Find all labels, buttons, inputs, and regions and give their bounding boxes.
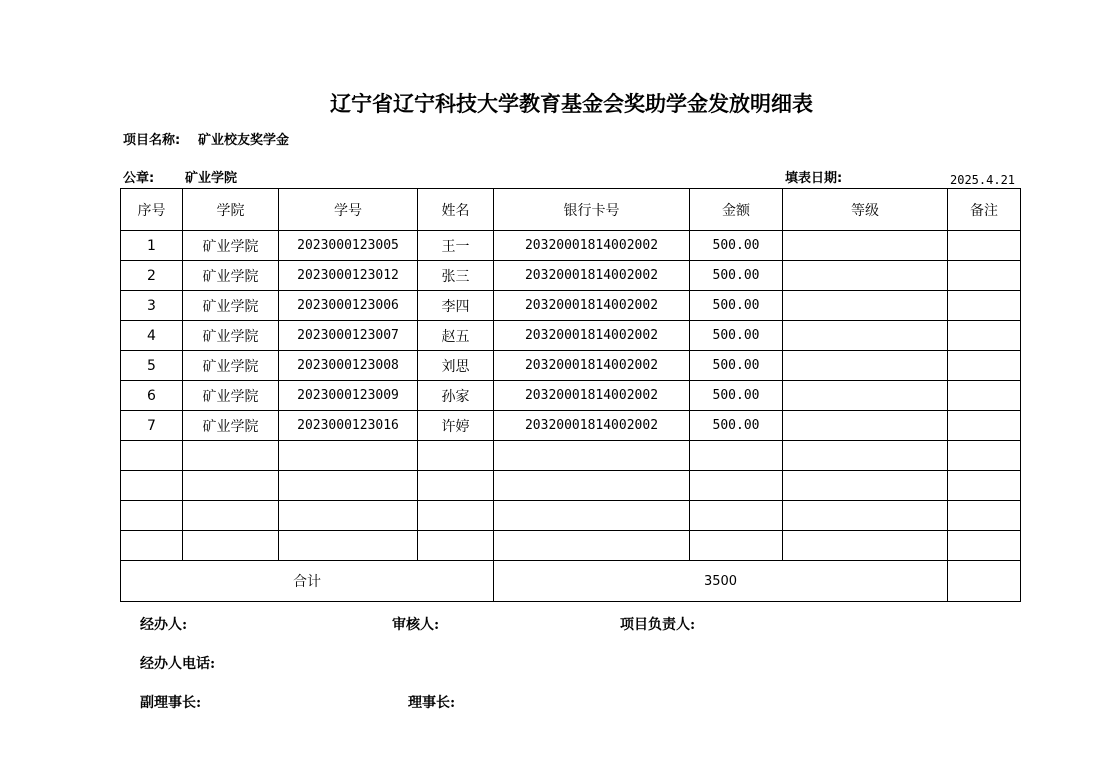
- cell-college: 矿业学院: [183, 321, 279, 351]
- cell-name: 李四: [418, 291, 494, 321]
- cell-name: 张三: [418, 261, 494, 291]
- table-row: [121, 441, 1021, 471]
- vice-chairman-label: 副理事长:: [140, 695, 202, 711]
- cell-level: [783, 351, 948, 381]
- cell-college: 矿业学院: [183, 291, 279, 321]
- reviewer-label: 审核人:: [392, 617, 440, 633]
- header-remark: 备注: [948, 189, 1021, 231]
- cell-name: [418, 531, 494, 561]
- header-bank-card: 银行卡号: [494, 189, 690, 231]
- cell-student-id: 2023000123016: [279, 411, 418, 441]
- project-name-label: 项目名称:: [123, 133, 181, 148]
- cell-name: [418, 501, 494, 531]
- cell-level: [783, 291, 948, 321]
- cell-bank-card: [494, 471, 690, 501]
- cell-seq: [121, 471, 183, 501]
- cell-name: 王一: [418, 231, 494, 261]
- cell-remark: [948, 441, 1021, 471]
- project-lead-label: 项目负责人:: [620, 617, 696, 633]
- total-row: [121, 561, 1021, 602]
- cell-level: [783, 441, 948, 471]
- cell-name: [418, 441, 494, 471]
- cell-seq: [121, 501, 183, 531]
- cell-seq: [121, 531, 183, 561]
- cell-bank-card: 20320001814002002: [494, 231, 690, 261]
- cell-name: [418, 471, 494, 501]
- table-header-row: [121, 189, 1021, 231]
- cell-remark: [948, 231, 1021, 261]
- cell-bank-card: 20320001814002002: [494, 291, 690, 321]
- cell-college: 矿业学院: [183, 381, 279, 411]
- cell-college: 矿业学院: [183, 411, 279, 441]
- cell-remark: [948, 471, 1021, 501]
- table-row: [121, 231, 1021, 261]
- cell-level: [783, 381, 948, 411]
- cell-amount: 500.00: [690, 321, 783, 351]
- cell-name: 许婷: [418, 411, 494, 441]
- cell-student-id: 2023000123012: [279, 261, 418, 291]
- cell-student-id: [279, 531, 418, 561]
- cell-amount: [690, 471, 783, 501]
- document-title: 辽宁省辽宁科技大学教育基金会奖助学金发放明细表: [330, 91, 813, 116]
- cell-college: [183, 441, 279, 471]
- seal-label: 公章:: [123, 171, 155, 186]
- cell-college: 矿业学院: [183, 231, 279, 261]
- cell-student-id: [279, 501, 418, 531]
- cell-remark: [948, 351, 1021, 381]
- cell-name: 刘思: [418, 351, 494, 381]
- header-level: 等级: [783, 189, 948, 231]
- cell-amount: 500.00: [690, 261, 783, 291]
- header-student-id: 学号: [279, 189, 418, 231]
- cell-student-id: 2023000123007: [279, 321, 418, 351]
- table-row: [121, 411, 1021, 441]
- cell-student-id: [279, 471, 418, 501]
- cell-student-id: [279, 441, 418, 471]
- table-row: [121, 471, 1021, 501]
- cell-bank-card: [494, 501, 690, 531]
- cell-remark: [948, 261, 1021, 291]
- cell-seq: 4: [121, 321, 183, 351]
- header-amount: 金额: [690, 189, 783, 231]
- cell-bank-card: [494, 441, 690, 471]
- cell-college: 矿业学院: [183, 261, 279, 291]
- table-row: [121, 291, 1021, 321]
- table-row: [121, 531, 1021, 561]
- cell-student-id: 2023000123005: [279, 231, 418, 261]
- award-detail-table: [120, 188, 1021, 602]
- cell-amount: 500.00: [690, 411, 783, 441]
- cell-seq: 5: [121, 351, 183, 381]
- cell-amount: 500.00: [690, 231, 783, 261]
- cell-seq: 7: [121, 411, 183, 441]
- cell-bank-card: 20320001814002002: [494, 321, 690, 351]
- cell-amount: 500.00: [690, 381, 783, 411]
- fill-date-value: 2025.4.21: [950, 173, 1016, 187]
- cell-college: [183, 501, 279, 531]
- cell-remark: [948, 411, 1021, 441]
- total-label: 合计: [121, 561, 494, 602]
- cell-level: [783, 531, 948, 561]
- cell-bank-card: 20320001814002002: [494, 261, 690, 291]
- cell-level: [783, 231, 948, 261]
- cell-amount: [690, 441, 783, 471]
- cell-amount: 500.00: [690, 351, 783, 381]
- cell-level: [783, 501, 948, 531]
- fill-date-label: 填表日期:: [785, 171, 843, 186]
- cell-seq: 3: [121, 291, 183, 321]
- cell-amount: [690, 501, 783, 531]
- table-row: [121, 501, 1021, 531]
- chairman-label: 理事长:: [408, 695, 456, 711]
- cell-remark: [948, 321, 1021, 351]
- cell-remark: [948, 381, 1021, 411]
- cell-seq: 6: [121, 381, 183, 411]
- header-name: 姓名: [418, 189, 494, 231]
- cell-level: [783, 411, 948, 441]
- handler-label: 经办人:: [140, 617, 188, 633]
- cell-seq: 2: [121, 261, 183, 291]
- cell-bank-card: [494, 531, 690, 561]
- cell-remark: [948, 291, 1021, 321]
- cell-college: [183, 531, 279, 561]
- cell-level: [783, 471, 948, 501]
- total-value: 3500: [494, 561, 948, 602]
- cell-remark: [948, 531, 1021, 561]
- cell-bank-card: 20320001814002002: [494, 381, 690, 411]
- cell-student-id: 2023000123008: [279, 351, 418, 381]
- table-row: [121, 261, 1021, 291]
- cell-amount: 500.00: [690, 291, 783, 321]
- cell-college: [183, 471, 279, 501]
- cell-level: [783, 261, 948, 291]
- cell-student-id: 2023000123006: [279, 291, 418, 321]
- cell-name: 孙家: [418, 381, 494, 411]
- cell-level: [783, 321, 948, 351]
- table-row: [121, 381, 1021, 411]
- header-college: 学院: [183, 189, 279, 231]
- header-seq: 序号: [121, 189, 183, 231]
- cell-bank-card: 20320001814002002: [494, 351, 690, 381]
- cell-seq: [121, 441, 183, 471]
- cell-name: 赵五: [418, 321, 494, 351]
- project-name-value: 矿业校友奖学金: [198, 133, 290, 148]
- table-row: [121, 321, 1021, 351]
- cell-student-id: 2023000123009: [279, 381, 418, 411]
- handler-phone-label: 经办人电话:: [140, 656, 216, 672]
- cell-bank-card: 20320001814002002: [494, 411, 690, 441]
- seal-value: 矿业学院: [185, 171, 238, 186]
- cell-remark: [948, 501, 1021, 531]
- cell-college: 矿业学院: [183, 351, 279, 381]
- cell-amount: [690, 531, 783, 561]
- total-remark-cell: [948, 561, 1021, 602]
- table-row: [121, 351, 1021, 381]
- cell-seq: 1: [121, 231, 183, 261]
